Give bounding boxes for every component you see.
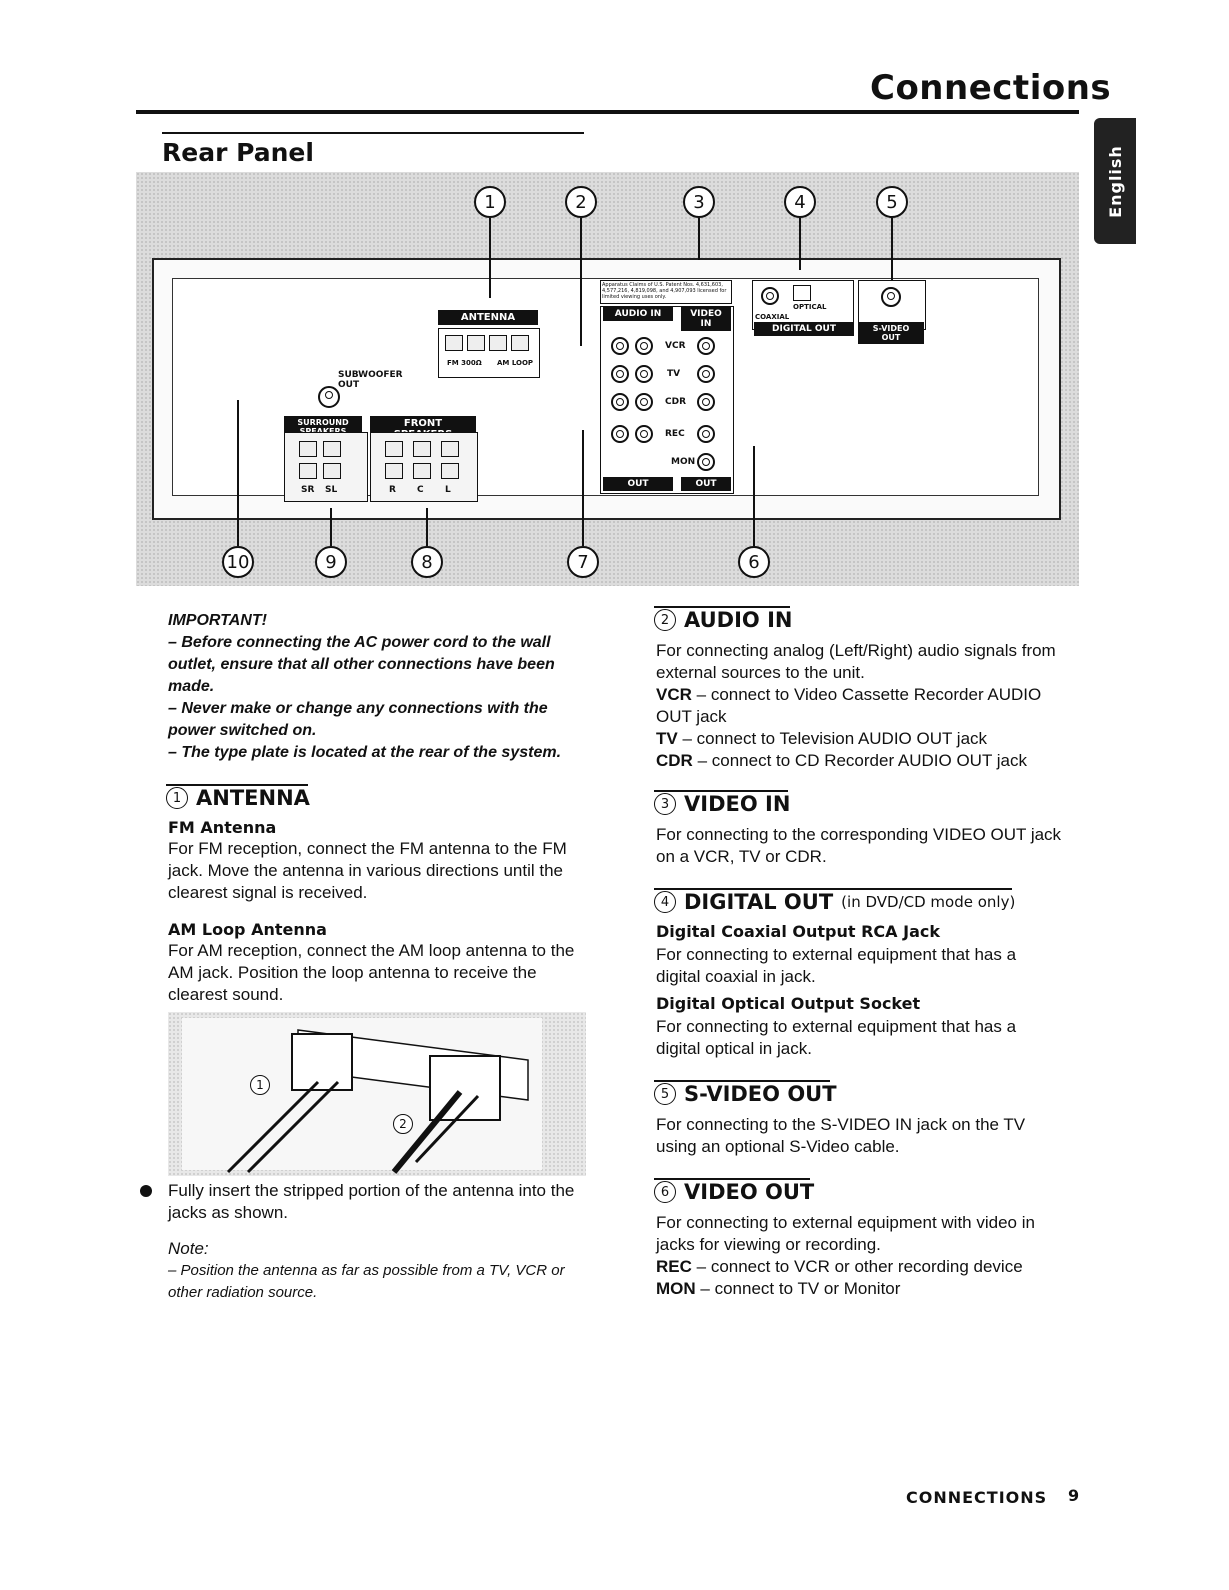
section-rule	[162, 132, 584, 134]
svideo-out-text: For connecting to the S-VIDEO IN jack on the TV using an optional S-Video cable.	[656, 1115, 1026, 1156]
cdr-label: CDR	[665, 397, 687, 407]
coax-output-text: For connecting to external equipment that has a digital coaxial in jack.	[656, 945, 1017, 986]
callout-2-lead	[580, 218, 582, 346]
callout-2: 2	[565, 186, 597, 218]
surround-speakers-label: SURROUND	[284, 416, 362, 438]
video-out-text: For connecting to external equipment with video in jacks for viewing or recording.	[656, 1213, 1035, 1254]
digital-out-mode: (in DVD/CD mode only)	[841, 893, 1016, 911]
audio-out-label: OUT	[603, 477, 673, 491]
video-out-mon-row	[656, 1278, 1076, 1300]
page-header-title: Connections	[870, 68, 1112, 108]
optical-output-title: Digital Optical Output Socket	[656, 994, 921, 1013]
audio-in-number: 2	[654, 609, 676, 631]
svideo-out-heading	[654, 1082, 837, 1106]
video-in-label: VIDEO IN	[681, 307, 731, 331]
svideo-jack	[881, 287, 901, 307]
callout-6: 6	[738, 546, 770, 578]
bullet-dot-icon	[140, 1185, 152, 1197]
callout-1: 1	[474, 186, 506, 218]
video-in-tv-jack	[697, 365, 715, 383]
antenna-number: 1	[166, 787, 188, 809]
coaxial-jack	[761, 287, 779, 305]
language-tab-label: English	[1105, 144, 1125, 218]
antenna-terminal	[467, 335, 485, 351]
callout-5-lead	[891, 218, 893, 280]
mon-label: MON	[671, 457, 696, 467]
bullet-text: Fully insert the stripped portion of the antenna into the jacks as shown.	[168, 1181, 575, 1222]
mon-key: MON	[656, 1279, 696, 1298]
av-jack-block	[600, 306, 734, 494]
important-title: IMPORTANT!	[168, 612, 267, 629]
speaker-terminal	[299, 441, 317, 457]
l-label: L	[445, 485, 451, 495]
coax-output-title: Digital Coaxial Output RCA Jack	[656, 922, 940, 941]
speaker-terminal	[299, 463, 317, 479]
video-in-vcr-jack	[697, 337, 715, 355]
audio-in-tv-row	[656, 728, 1076, 750]
video-in-cdr-jack	[697, 393, 715, 411]
callout-4-lead	[799, 218, 801, 270]
optical-output-text: For connecting to external equipment that has a digital optical in jack.	[656, 1017, 1017, 1058]
speaker-terminal	[413, 441, 431, 457]
page-number: 9	[1068, 1486, 1080, 1505]
audio-in-vcr-row	[656, 684, 1076, 728]
callout-10: 10	[222, 546, 254, 578]
am-antenna-title: AM Loop Antenna	[168, 920, 327, 939]
surround-speaker-terminals	[284, 432, 368, 502]
speaker-terminal	[323, 441, 341, 457]
audio-in-tv-l-jack	[635, 365, 653, 383]
video-out-number: 6	[654, 1181, 676, 1203]
important-item-3: – The type plate is located at the rear of the system.	[168, 744, 562, 761]
am-antenna-text: For AM reception, connect the AM loop antenna to the AM jack. Position the loop antenna to receive the clearest sound.	[168, 941, 575, 1004]
note-title: Note:	[168, 1239, 209, 1258]
antenna-heading	[166, 786, 310, 810]
digital-out-label: DIGITAL OUT	[754, 322, 854, 336]
rec-label: REC	[665, 429, 685, 439]
am-label: AM LOOP	[497, 359, 534, 367]
subwoofer-label: SUBWOOFER OUT	[338, 370, 403, 390]
speaker-terminal	[323, 463, 341, 479]
sl-label: SL	[325, 485, 338, 495]
vcr-key: VCR	[656, 685, 692, 704]
antenna-terminal	[511, 335, 529, 351]
callout-3: 3	[683, 186, 715, 218]
callout-9: 9	[315, 546, 347, 578]
audio-out-r-jack	[611, 425, 629, 443]
audio-in-heading	[654, 608, 792, 632]
tv-key: TV	[656, 729, 678, 748]
callout-8-lead	[426, 508, 428, 546]
callout-8: 8	[411, 546, 443, 578]
antenna-label: ANTENNA	[438, 310, 538, 325]
video-out-title: VIDEO OUT	[684, 1180, 815, 1204]
mon-desc: – connect to TV or Monitor	[700, 1279, 901, 1298]
optical-socket	[793, 285, 811, 301]
video-out-heading	[654, 1180, 814, 1204]
cdr-desc: – connect to CD Recorder AUDIO OUT jack	[697, 751, 1027, 770]
callout-7-lead	[582, 430, 584, 546]
speaker-terminal	[441, 463, 459, 479]
speaker-terminal	[441, 441, 459, 457]
rec-desc: – connect to VCR or other recording device	[696, 1257, 1023, 1276]
language-tab	[1094, 118, 1136, 244]
speaker-terminal	[385, 441, 403, 457]
antenna-title: ANTENNA	[196, 786, 310, 810]
coaxial-label: COAXIAL	[755, 313, 790, 321]
speaker-terminal	[385, 463, 403, 479]
callout-9-lead	[330, 508, 332, 546]
fm-antenna-text: For FM reception, connect the FM antenna to the FM jack. Move the antenna in various directions until the clearest signal is received.	[168, 839, 567, 902]
tv-label: TV	[667, 369, 681, 379]
vcr-label: VCR	[665, 341, 686, 351]
video-in-heading	[654, 792, 790, 816]
fm-label: FM 300Ω	[447, 359, 482, 367]
video-out-mon-jack	[697, 453, 715, 471]
antenna-illustration-svg	[168, 1012, 586, 1176]
callout-5: 5	[876, 186, 908, 218]
callout-10-lead	[237, 400, 239, 546]
note-text: – Position the antenna as far as possible from a TV, VCR or other radiation source.	[168, 1262, 565, 1301]
fm-antenna-title: FM Antenna	[168, 818, 277, 837]
header-rule	[136, 110, 1079, 114]
important-item-1: – Before connecting the AC power cord to the wall outlet, ensure that all other connections have been made.	[168, 634, 555, 695]
subwoofer-jack	[318, 386, 340, 408]
patent-notice: Apparatus Claims of U.S. Patent Nos. 4,631,603, 4,577,216, 4,819,098, and 4,907,093 licensed for limited viewing uses only.	[600, 280, 732, 304]
section-title: Rear Panel	[162, 138, 314, 167]
illustration-callout-2: 2	[393, 1114, 413, 1134]
important-item-2: – Never make or change any connections with the power switched on.	[168, 700, 548, 739]
audio-in-cdr-row	[656, 750, 1076, 772]
callout-7: 7	[567, 546, 599, 578]
digital-out-title: DIGITAL OUT	[684, 890, 834, 914]
c-label: C	[417, 485, 424, 495]
audio-in-title: AUDIO IN	[684, 608, 793, 632]
footer-section-name: CONNECTIONS	[906, 1488, 1048, 1507]
front-speakers-label: FRONT	[370, 416, 476, 442]
audio-in-cdr-r-jack	[611, 393, 629, 411]
digital-out-heading	[654, 890, 1015, 914]
callout-3-lead	[698, 218, 700, 260]
video-out-rec-row	[656, 1256, 1076, 1278]
audio-in-tv-r-jack	[611, 365, 629, 383]
optical-label: OPTICAL	[793, 303, 827, 311]
vcr-desc: – connect to Video Cassette Recorder AUDIO OUT jack	[656, 685, 1042, 726]
antenna-terminal-block	[438, 328, 540, 378]
audio-in-label: AUDIO IN	[603, 307, 673, 321]
antenna-terminal	[445, 335, 463, 351]
r-label: R	[389, 485, 396, 495]
svideo-out-number: 5	[654, 1083, 676, 1105]
antenna-terminal	[489, 335, 507, 351]
callout-1-lead	[489, 218, 491, 298]
illustration-callout-1: 1	[250, 1075, 270, 1095]
video-out-label: OUT	[681, 477, 731, 491]
audio-in-text: For connecting analog (Left/Right) audio signals from external sources to the unit.	[656, 641, 1056, 682]
audio-in-cdr-l-jack	[635, 393, 653, 411]
svideo-out-title: S-VIDEO OUT	[684, 1082, 837, 1106]
digital-out-number: 4	[654, 891, 676, 913]
audio-in-vcr-l-jack	[635, 337, 653, 355]
svideo-out-label: S-VIDEO OUT	[858, 322, 924, 344]
video-in-text: For connecting to the corresponding VIDEO OUT jack on a VCR, TV or CDR.	[656, 825, 1062, 866]
cdr-key: CDR	[656, 751, 693, 770]
audio-in-vcr-r-jack	[611, 337, 629, 355]
video-in-title: VIDEO IN	[684, 792, 791, 816]
tv-desc: – connect to Television AUDIO OUT jack	[682, 729, 988, 748]
audio-out-l-jack	[635, 425, 653, 443]
speaker-terminal	[413, 463, 431, 479]
callout-6-lead	[753, 446, 755, 546]
callout-4: 4	[784, 186, 816, 218]
video-in-number: 3	[654, 793, 676, 815]
video-out-rec-jack	[697, 425, 715, 443]
front-speaker-terminals	[370, 432, 478, 502]
am-jack	[292, 1034, 352, 1090]
sr-label: SR	[301, 485, 315, 495]
rec-key: REC	[656, 1257, 692, 1276]
